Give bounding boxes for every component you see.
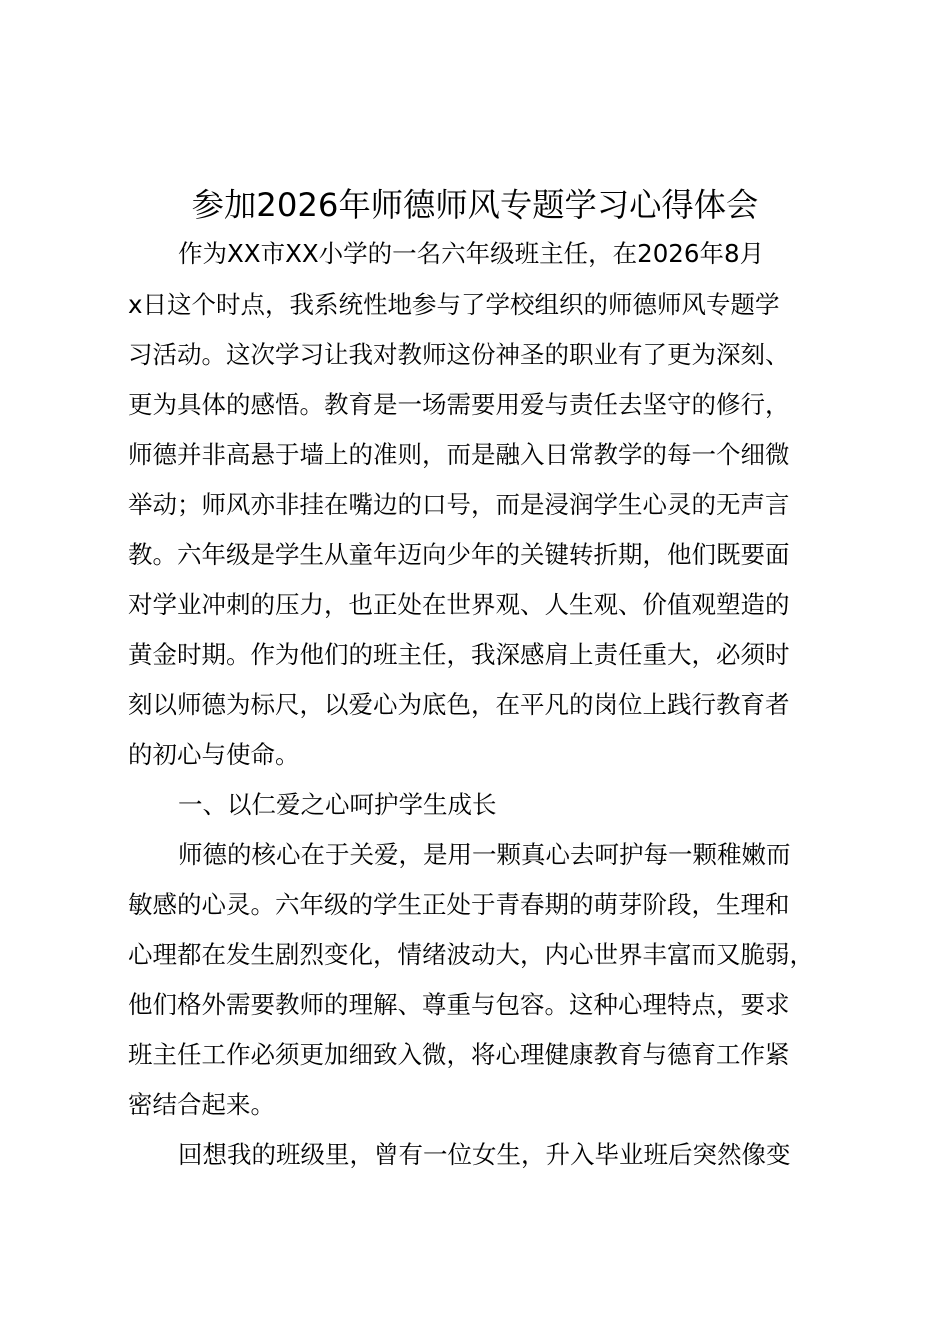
paragraph-line: 习活动。这次学习让我对教师这份神圣的职业有了更为深刻、 [128,340,790,369]
paragraph-line: 敏感的心灵。六年级的学生正处于青春期的萌芽阶段，生理和 [128,890,790,919]
paragraph-line: 举动；师风亦非挂在嘴边的口号，而是浸润学生心灵的无声言 [128,490,790,519]
paragraph-line: 更为具体的感悟。教育是一场需要用爱与责任去坚守的修行， [128,390,790,419]
paragraph-line: 师德的核心在于关爱，是用一颗真心去呵护每一颗稚嫩而 [178,840,791,869]
paragraph-line: 教。六年级是学生从童年迈向少年的关键转折期，他们既要面 [128,540,790,569]
paragraph-line: 对学业冲刺的压力，也正处在世界观、人生观、价值观塑造的 [128,590,790,619]
paragraph-line: 心理都在发生剧烈变化，情绪波动大，内心世界丰富而又脆弱， [128,940,814,969]
paragraph-line: 班主任工作必须更加细致入微，将心理健康教育与德育工作紧 [128,1040,790,1069]
document-title: 参加2026年师德师风专题学习心得体会 [191,186,759,224]
paragraph-line: 黄金时期。作为他们的班主任，我深感肩上责任重大，必须时 [128,640,790,669]
paragraph-line: x日这个时点，我系统性地参与了学校组织的师德师风专题学 [128,290,780,319]
section-heading: 一、以仁爱之心呵护学生成长 [178,790,497,819]
paragraph-line: 作为XX市XX小学的一名六年级班主任，在2026年8月 [178,239,765,268]
paragraph-line: 师德并非高悬于墙上的准则，而是融入日常教学的每一个细微 [128,440,790,469]
paragraph-line: 他们格外需要教师的理解、尊重与包容。这种心理特点，要求 [128,990,790,1019]
paragraph-line: 刻以师德为标尺，以爱心为底色，在平凡的岗位上践行教育者 [128,690,790,719]
paragraph-line: 的初心与使命。 [128,740,300,769]
paragraph-line: 回想我的班级里，曾有一位女生，升入毕业班后突然像变 [178,1140,791,1169]
paragraph-line: 密结合起来。 [128,1090,275,1119]
